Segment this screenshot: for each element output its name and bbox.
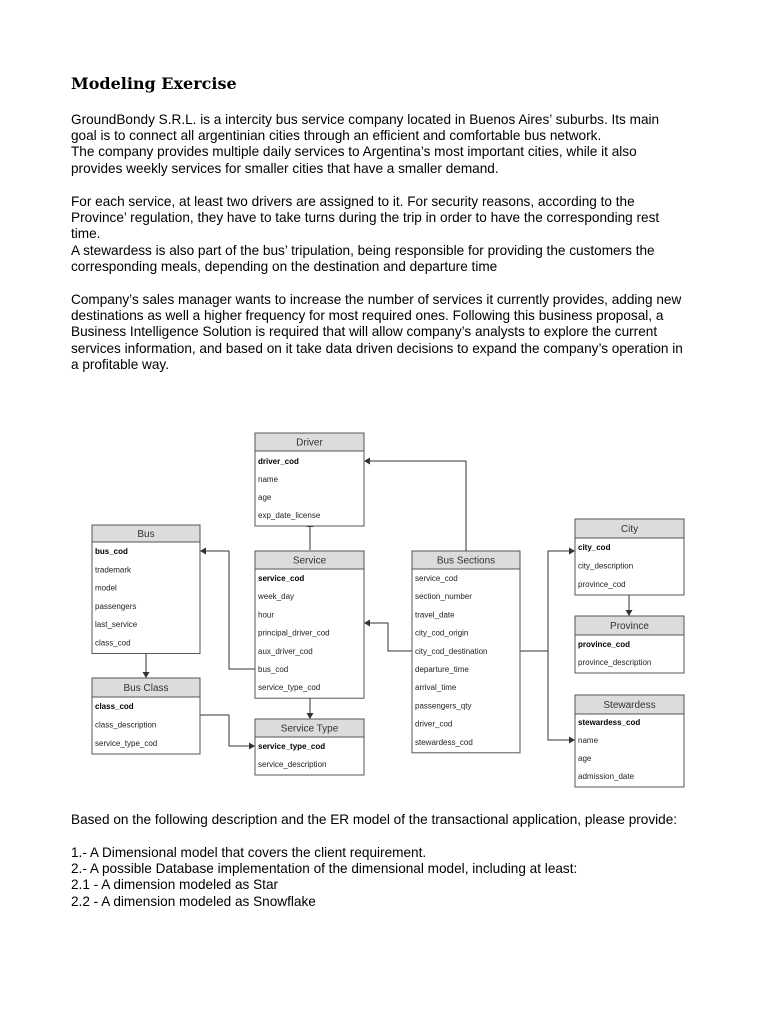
arrowhead	[143, 672, 150, 678]
entity-attribute: departure_time	[415, 665, 469, 674]
entity-attribute: passengers	[95, 601, 137, 611]
arrowhead	[307, 713, 314, 719]
text-line: The company provides multiple daily services to Argentina’s most important cities, while it also	[71, 144, 637, 160]
paragraph-intro	[71, 112, 721, 177]
entity-key-attribute: class_cod	[95, 702, 134, 711]
entity-attribute: service_cod	[415, 574, 458, 583]
paragraph-drivers	[71, 194, 721, 275]
connector-bussections-city	[520, 551, 575, 651]
paragraph-sales	[71, 292, 721, 373]
entity-key-attribute: bus_cod	[95, 547, 128, 556]
entity-bus-class	[92, 678, 200, 754]
entity-province	[575, 616, 684, 673]
entity-title: Service Type	[280, 723, 339, 735]
arrowhead	[626, 610, 633, 616]
arrowhead	[364, 620, 370, 627]
entity-attribute: driver_cod	[415, 719, 453, 729]
connector-bussections-stewardess	[548, 651, 575, 740]
deliverables-list	[71, 845, 721, 910]
entity-attribute: model	[95, 583, 117, 593]
text-line: A stewardess is also part of the bus’ tripulation, being responsible for providing the customers the	[71, 242, 655, 258]
entity-key-attribute: driver_cod	[258, 457, 299, 466]
entity-attribute: service_description	[258, 760, 327, 769]
text-line: Business Intelligence Solution is required that will allow company’s analysts to explore the current	[71, 324, 658, 340]
entity-attribute: service_type_cod	[95, 739, 158, 748]
entity-attribute: name	[578, 736, 599, 745]
list-item: 1.- A Dimensional model that covers the client requirement.	[71, 845, 427, 860]
text-line: Province’ regulation, they have to take turns during the trip in order to have the corresponding rest	[71, 210, 660, 226]
entity-attribute: section_number	[415, 592, 472, 602]
arrowhead	[200, 548, 206, 555]
entity-attribute: bus_cod	[258, 665, 289, 674]
entity-title: Bus Class	[123, 683, 169, 694]
connector-busclass-servicetype	[200, 715, 255, 746]
entity-key-attribute: service_cod	[258, 574, 305, 583]
entity-attribute: city_cod_origin	[415, 628, 469, 638]
list-item: 2.2 - A dimension modeled as Snowflake	[71, 893, 316, 909]
entity-attribute: stewardess_cod	[415, 737, 473, 747]
entity-title: City	[620, 524, 639, 535]
entity-title: Stewardess	[603, 700, 656, 711]
entity-attribute: passengers_qty	[415, 701, 472, 711]
entity-city	[575, 519, 684, 595]
entity-title: Service	[292, 555, 327, 567]
page-title: Modeling Exercise	[71, 74, 237, 93]
entity-attribute: name	[258, 475, 279, 484]
text-line: provides weekly services for smaller cities that have a smaller demand.	[71, 160, 499, 176]
entity-service-type	[255, 719, 364, 775]
entity-attribute: trademark	[95, 565, 132, 575]
arrowheads	[143, 458, 633, 750]
entity-key-attribute: service_type_cod	[258, 742, 326, 751]
entity-driver	[255, 433, 364, 526]
entity-attribute: arrival_time	[415, 683, 457, 693]
paragraph-request	[71, 812, 721, 828]
list-item: 2.- A possible Database implementation of the dimensional model, including at least:	[71, 861, 578, 877]
entities	[92, 433, 684, 787]
entity-attribute: week_day	[258, 592, 295, 602]
entity-title: Driver	[296, 437, 323, 449]
entity-attribute: class_description	[95, 720, 157, 730]
arrowhead	[569, 548, 575, 555]
entity-attribute: travel_date	[415, 610, 455, 620]
text-line: For each service, at least two drivers are assigned to it. For security reasons, according to the	[71, 194, 635, 209]
entity-attribute: age	[258, 493, 272, 502]
text-line: GroundBondy S.R.L. is a intercity bus service company located in Buenos Aires’ suburbs. Its main	[71, 112, 660, 127]
er-diagram	[0, 420, 768, 790]
text-line: Company’s sales manager wants to increase the number of services it currently provides, adding new	[71, 292, 682, 307]
connector-bussections-service	[364, 623, 412, 651]
entity-bus	[92, 525, 200, 654]
entity-attribute: city_description	[578, 561, 634, 571]
entity-attribute: principal_driver_cod	[258, 628, 330, 638]
entity-attribute: last_service	[95, 620, 138, 630]
text-line: goal is to connect all argentinian cities through an efficient and comfortable bus network.	[71, 128, 602, 144]
entity-attribute: city_cod_destination	[415, 646, 488, 656]
entity-key-attribute: province_cod	[578, 640, 631, 649]
entity-attribute: hour	[258, 610, 275, 620]
arrowhead	[249, 743, 255, 750]
text-line: Based on the following description and the ER model of the transactional application, please provide:	[71, 812, 678, 827]
connector-bussections-driver	[365, 461, 466, 551]
text-line: time.	[71, 226, 101, 242]
text-line: services information, and based on it take data driven decisions to expand the company’s operation in	[71, 340, 683, 356]
entity-title: Bus Sections	[436, 555, 496, 567]
connector-service-bus	[200, 551, 255, 669]
entity-bus-sections	[412, 551, 520, 753]
entity-attribute: province_cod	[578, 580, 626, 589]
entity-attribute: admission_date	[578, 772, 635, 781]
entity-service	[255, 551, 364, 698]
entity-key-attribute: stewardess_cod	[578, 718, 641, 727]
text-line: a profitable way.	[71, 356, 169, 372]
arrowhead	[364, 458, 370, 465]
entity-attribute: exp_date_license	[258, 511, 321, 520]
entity-key-attribute: city_cod	[578, 543, 611, 552]
entity-title: Province	[610, 621, 649, 632]
entity-body	[92, 542, 200, 654]
text-line: destinations as well a higher frequency for most required ones. Following this business proposal, a	[71, 308, 664, 324]
entity-attribute: province_description	[578, 658, 652, 667]
entity-attribute: class_cod	[95, 638, 131, 648]
entity-title: Bus	[137, 529, 155, 540]
entity-attribute: age	[578, 754, 592, 763]
connectors	[146, 461, 629, 746]
entity-attribute: aux_driver_cod	[258, 646, 313, 656]
entity-attribute: service_type_cod	[258, 683, 321, 693]
text-line: corresponding meals, depending on the destination and departure time	[71, 258, 498, 274]
entity-stewardess	[575, 695, 684, 787]
arrowhead	[569, 737, 575, 744]
list-item: 2.1 - A dimension modeled as Star	[71, 877, 279, 893]
